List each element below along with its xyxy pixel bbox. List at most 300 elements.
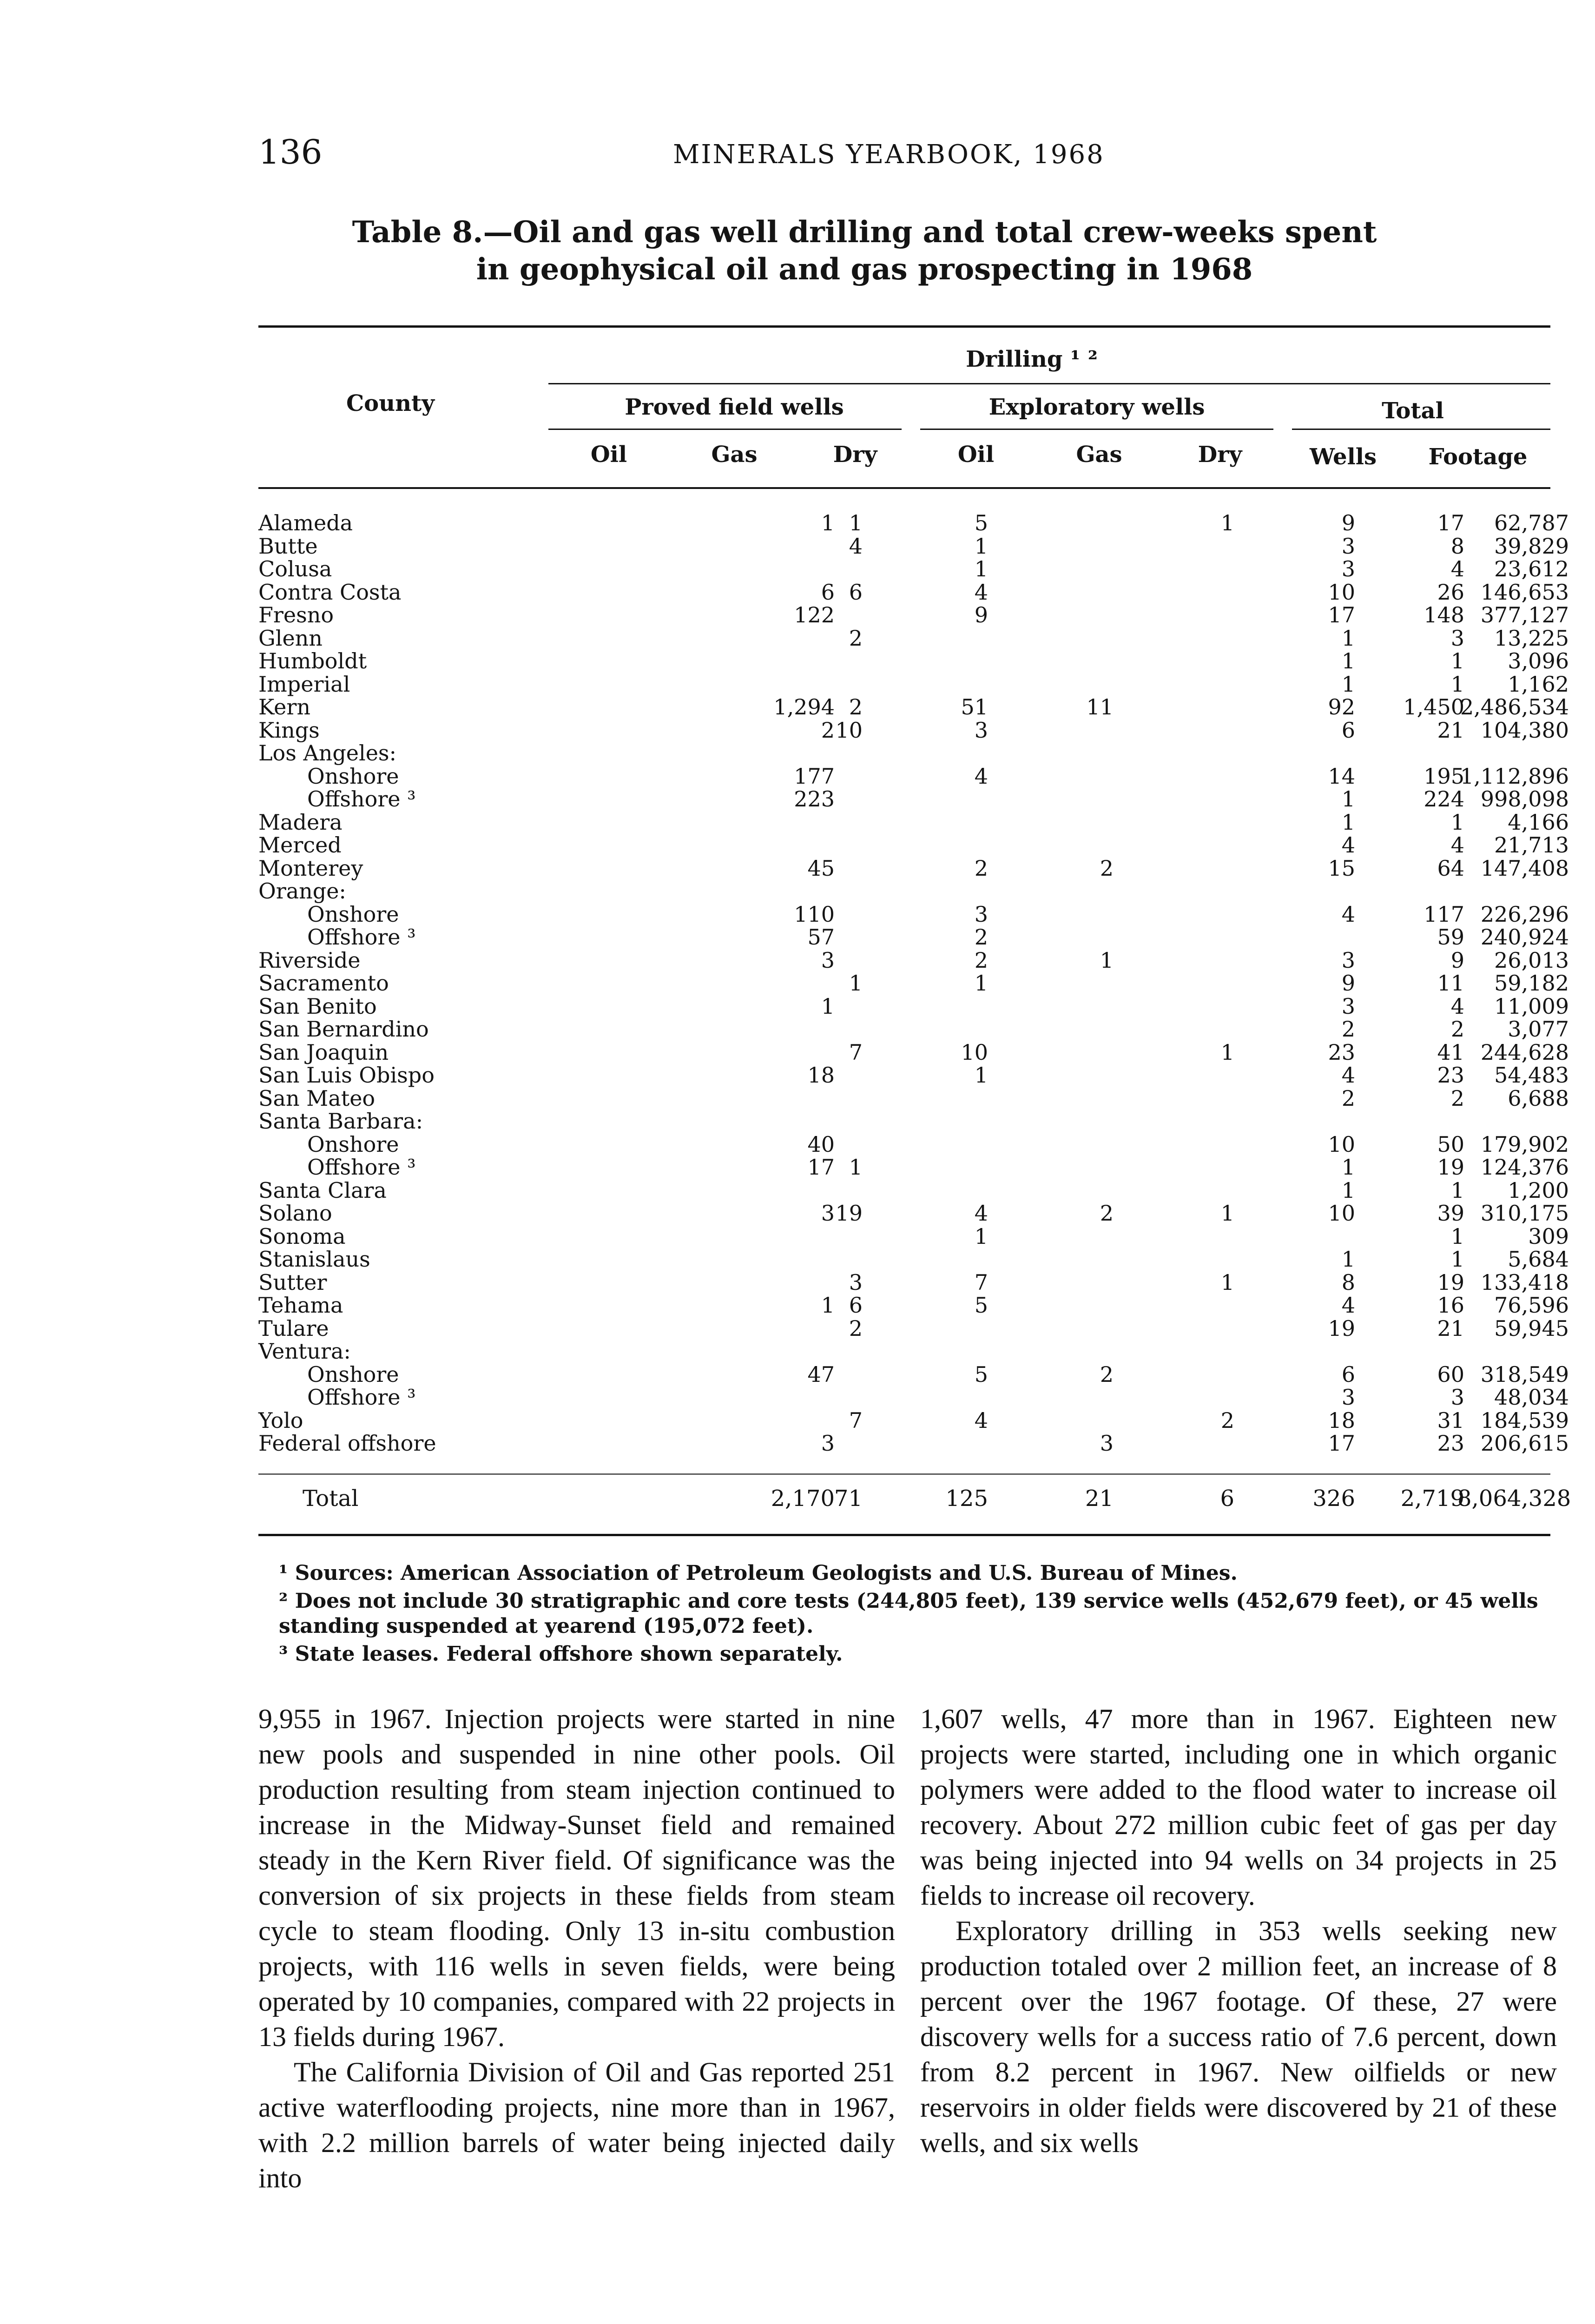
table-row — [258, 1085, 1569, 1111]
table-title-line-1: Table 8.—Oil and gas well drilling and total crew-weeks spent — [352, 215, 1377, 250]
cell-p-gas: 7 — [849, 1407, 863, 1433]
cell-footage: 5,684 — [1508, 1247, 1569, 1272]
cell-wells: 3 — [1450, 1385, 1464, 1410]
cell-e-dry: 3 — [1341, 556, 1355, 581]
total-proved-oil: 2,170 — [771, 1486, 835, 1512]
county-name: Sonoma — [258, 1223, 346, 1249]
cell-wells: 26 — [1437, 579, 1464, 605]
cell-e-dry: 3 — [1341, 947, 1355, 973]
cell-p-oil: 1 — [821, 1293, 835, 1318]
cell-footage: 4,166 — [1508, 809, 1569, 835]
table-row — [258, 809, 1569, 835]
cell-wells: 4 — [1450, 832, 1464, 858]
table-row — [258, 1269, 1569, 1295]
cell-p-oil: 2 — [821, 717, 835, 743]
header-exploratory-gas: Gas — [1076, 442, 1122, 468]
table-row — [258, 1385, 1569, 1410]
cell-footage: 133,418 — [1480, 1269, 1569, 1295]
county-name: Merced — [258, 832, 342, 858]
cell-e-dry: 10 — [1328, 1201, 1355, 1226]
cell-e-dry: 8 — [1341, 1269, 1355, 1295]
left-paragraph-1: 9,955 in 1967. Injection projects were started in nine new pools and suspended in nine other pools. Oil production resulting from steam injection continued to increase in the Midway-Sunset field and remained steady in the Kern River field. Of significance was the conversion of six projects in these fields from steam cycle to steam flooding. Only 13 in-situ combustion projects, with 116 wells in seven fields, were being operated by 10 companies, compared with 22 projects in 13 fields during 1967. — [258, 1703, 895, 2052]
county-name: Tehama — [258, 1293, 343, 1318]
cell-footage: 104,380 — [1480, 717, 1569, 743]
cell-p-gas: 1 — [849, 971, 863, 996]
cell-p-oil: 47 — [807, 1361, 835, 1387]
cell-e-oil: 11 — [1086, 694, 1114, 720]
total-footage: 8,064,328 — [1457, 1486, 1571, 1512]
table-bottom-rule — [258, 1534, 1550, 1536]
table-row — [258, 993, 1569, 1019]
exploratory-subrule — [920, 429, 1273, 430]
total-wells: 2,719 — [1400, 1486, 1464, 1512]
right-paragraph-2: Exploratory drilling in 353 wells seeking new production totaled over 2 million feet, an increase of 8 percent over the 1967 footage. Of these, 27 were discovery wells for a success ratio of 7.6 percent, down from 8.2 percent in 1967. New oilfields or new reservoirs in older fields were discovered by 21 of these wells, and six wells — [920, 1915, 1557, 2158]
cell-wells: 19 — [1437, 1269, 1464, 1295]
cell-p-dry: 4 — [974, 1407, 988, 1433]
header-county: County — [346, 390, 435, 416]
cell-wells: 1 — [1450, 1247, 1464, 1272]
cell-e-gas: 1 — [1220, 1269, 1234, 1295]
cell-e-dry: 17 — [1328, 1431, 1355, 1456]
header-drilling: Drilling ¹ ² — [966, 346, 1098, 372]
table-title-line-2: in geophysical oil and gas prospecting in 1968 — [476, 252, 1253, 287]
county-name: Orange: — [258, 878, 346, 904]
cell-footage: 59,182 — [1494, 971, 1569, 996]
cell-wells: 11 — [1437, 971, 1464, 996]
cell-e-dry: 3 — [1341, 993, 1355, 1019]
county-name: Contra Costa — [258, 579, 402, 605]
cell-footage: 23,612 — [1494, 556, 1569, 581]
cell-wells: 9 — [1450, 947, 1464, 973]
cell-e-gas: 1 — [1220, 1201, 1234, 1226]
table-row — [258, 1339, 1550, 1362]
body-right-column — [920, 1701, 1557, 2160]
cell-p-dry: 1 — [974, 556, 988, 581]
header-total-footage: Footage — [1428, 444, 1528, 470]
cell-p-gas: 3 — [849, 1269, 863, 1295]
table-row — [258, 533, 1569, 559]
cell-p-gas: 2 — [849, 1315, 863, 1341]
table-row — [258, 1201, 1569, 1226]
county-name: San Mateo — [258, 1085, 376, 1111]
footnotes — [279, 1561, 1562, 1670]
table-row — [258, 1293, 1569, 1318]
cell-wells: 1 — [1450, 671, 1464, 697]
table-row — [258, 1361, 1569, 1387]
cell-e-dry: 10 — [1328, 579, 1355, 605]
table-row — [258, 971, 1569, 996]
cell-wells: 117 — [1424, 901, 1464, 927]
table-row — [258, 602, 1569, 627]
county-name: Onshore — [307, 1361, 399, 1387]
table-row — [258, 901, 1569, 927]
proved-subrule — [548, 429, 902, 430]
total-row — [258, 1486, 1571, 1513]
cell-p-dry: 7 — [974, 1269, 988, 1295]
table-row — [258, 694, 1569, 720]
cell-e-dry: 4 — [1341, 901, 1355, 927]
table-row — [258, 1063, 1569, 1088]
cell-wells: 21 — [1437, 1315, 1464, 1341]
county-name: Imperial — [258, 671, 350, 697]
cell-footage: 179,902 — [1480, 1131, 1569, 1157]
table-row — [258, 1247, 1569, 1272]
cell-p-gas: 2 — [849, 694, 863, 720]
cell-footage: 54,483 — [1494, 1063, 1569, 1088]
total-proved-dry: 125 — [945, 1486, 988, 1512]
cell-e-oil: 2 — [1100, 1201, 1114, 1226]
cell-wells: 148 — [1424, 602, 1464, 627]
cell-footage: 62,787 — [1494, 510, 1569, 535]
cell-wells: 1 — [1450, 809, 1464, 835]
cell-e-dry: 14 — [1328, 763, 1355, 789]
county-name: San Bernardino — [258, 1017, 429, 1042]
cell-p-dry: 2 — [974, 924, 988, 950]
header-total: Total — [1382, 398, 1444, 424]
table-row — [258, 1431, 1569, 1456]
header-proved-dry: Dry — [833, 442, 877, 468]
table-row — [258, 1109, 1550, 1132]
table-row — [258, 671, 1569, 697]
total-top-rule — [258, 1473, 1550, 1475]
county-name: Stanislaus — [258, 1247, 370, 1272]
cell-wells: 31 — [1437, 1407, 1464, 1433]
cell-e-dry: 4 — [1341, 1063, 1355, 1088]
cell-e-dry: 92 — [1328, 694, 1355, 720]
cell-p-dry: 4 — [974, 579, 988, 605]
cell-footage: 76,596 — [1494, 1293, 1569, 1318]
county-name: Tulare — [258, 1315, 329, 1341]
county-name: Fresno — [258, 602, 334, 627]
cell-p-dry: 2 — [974, 947, 988, 973]
cell-p-dry: 3 — [974, 717, 988, 743]
county-name: Yolo — [258, 1407, 303, 1433]
cell-footage: 998,098 — [1480, 786, 1569, 812]
cell-e-dry: 15 — [1328, 855, 1355, 881]
cell-e-dry: 2 — [1341, 1085, 1355, 1111]
cell-footage: 1,112,896 — [1460, 763, 1569, 789]
cell-footage: 26,013 — [1494, 947, 1569, 973]
cell-footage: 244,628 — [1480, 1039, 1569, 1065]
county-name: Madera — [258, 809, 343, 835]
cell-wells: 1 — [1450, 1223, 1464, 1249]
table-row — [258, 1407, 1569, 1433]
cell-wells: 3 — [1450, 625, 1464, 651]
cell-footage: 377,127 — [1480, 602, 1569, 627]
county-name: San Joaquin — [258, 1039, 389, 1065]
cell-p-gas: 2 — [849, 625, 863, 651]
cell-wells: 2 — [1450, 1017, 1464, 1042]
cell-e-dry: 23 — [1328, 1039, 1355, 1065]
cell-e-oil: 1 — [1100, 947, 1114, 973]
cell-e-dry: 19 — [1328, 1315, 1355, 1341]
cell-p-oil: 177 — [794, 763, 835, 789]
table-row — [258, 717, 1569, 743]
cell-e-dry: 1 — [1341, 625, 1355, 651]
cell-footage: 146,653 — [1480, 579, 1569, 605]
county-name: Offshore ³ — [307, 1155, 416, 1180]
cell-wells: 59 — [1437, 924, 1464, 950]
cell-footage: 3,077 — [1508, 1017, 1569, 1042]
cell-footage: 226,296 — [1480, 901, 1569, 927]
county-name: Kern — [258, 694, 310, 720]
cell-p-oil: 3 — [821, 1201, 835, 1226]
county-name: Sacramento — [258, 971, 389, 996]
header-exploratory-oil: Oil — [957, 442, 995, 468]
cell-p-dry: 5 — [974, 510, 988, 535]
cell-wells: 1 — [1450, 1177, 1464, 1203]
cell-footage: 124,376 — [1480, 1155, 1569, 1180]
cell-p-oil: 45 — [807, 855, 835, 881]
header-exploratory-wells: Exploratory wells — [989, 394, 1205, 420]
body-left-column — [258, 1701, 895, 2196]
cell-e-dry: 1 — [1341, 1247, 1355, 1272]
table-row — [258, 786, 1569, 812]
cell-e-dry: 1 — [1341, 648, 1355, 673]
cell-footage: 59,945 — [1494, 1315, 1569, 1341]
county-name: Santa Clara — [258, 1177, 387, 1203]
cell-p-gas: 1 — [849, 510, 863, 535]
cell-e-dry: 3 — [1341, 533, 1355, 559]
cell-p-dry: 9 — [974, 602, 988, 627]
table-body — [258, 510, 1569, 1456]
cell-p-oil: 110 — [794, 901, 835, 927]
cell-e-dry: 3 — [1341, 1385, 1355, 1410]
cell-wells: 16 — [1437, 1293, 1464, 1318]
table-row — [258, 1177, 1569, 1203]
cell-p-oil: 17 — [807, 1155, 835, 1180]
cell-e-dry: 1 — [1341, 786, 1355, 812]
cell-wells: 23 — [1437, 1431, 1464, 1456]
county-name: Los Angeles: — [258, 740, 397, 766]
header-proved-gas: Gas — [711, 442, 758, 468]
cell-e-gas: 1 — [1220, 510, 1234, 535]
county-name: Butte — [258, 533, 318, 559]
cell-e-gas: 2 — [1220, 1407, 1234, 1433]
county-name: Glenn — [258, 625, 323, 651]
cell-p-oil: 1,294 — [773, 694, 835, 720]
cell-p-dry: 51 — [961, 694, 988, 720]
table-row — [258, 648, 1569, 673]
county-name: Onshore — [307, 763, 399, 789]
cell-footage: 309 — [1528, 1223, 1569, 1249]
cell-footage: 1,200 — [1508, 1177, 1569, 1203]
table-row — [258, 579, 1569, 605]
cell-p-oil: 57 — [807, 924, 835, 950]
cell-e-dry: 1 — [1341, 1177, 1355, 1203]
cell-e-dry: 4 — [1341, 1293, 1355, 1318]
cell-e-dry: 2 — [1341, 1017, 1355, 1042]
county-name: San Benito — [258, 993, 377, 1019]
cell-wells: 4 — [1450, 556, 1464, 581]
cell-p-dry: 1 — [974, 533, 988, 559]
county-name: Alameda — [258, 510, 353, 535]
cell-p-dry: 10 — [961, 1039, 988, 1065]
cell-wells: 1,450 — [1403, 694, 1464, 720]
county-name: San Luis Obispo — [258, 1063, 435, 1088]
cell-p-dry: 4 — [974, 1201, 988, 1226]
cell-p-dry: 1 — [974, 1063, 988, 1088]
table-row — [258, 1039, 1569, 1065]
county-name: Santa Barbara: — [258, 1109, 423, 1134]
county-name: Monterey — [258, 855, 363, 881]
table-top-rule — [258, 325, 1550, 328]
cell-e-dry: 6 — [1341, 1361, 1355, 1387]
cell-e-dry: 9 — [1341, 510, 1355, 535]
cell-wells: 4 — [1450, 993, 1464, 1019]
right-paragraph-1: 1,607 wells, 47 more than in 1967. Eighteen new projects were started, including one in which organic polymers were added to the flood water to increase oil recovery. About 272 million cubic feet of gas per day was being injected into 94 wells on 34 projects in 25 fields to increase oil recovery. — [920, 1703, 1557, 1911]
cell-p-dry: 1 — [974, 971, 988, 996]
table-row — [258, 878, 1550, 902]
cell-p-gas: 6 — [849, 579, 863, 605]
cell-p-oil: 40 — [807, 1131, 835, 1157]
county-name: Federal offshore — [258, 1431, 436, 1456]
cell-e-dry: 1 — [1341, 809, 1355, 835]
cell-p-dry: 5 — [974, 1293, 988, 1318]
total-exploratory-gas: 6 — [1220, 1486, 1234, 1512]
cell-p-dry: 5 — [974, 1361, 988, 1387]
cell-e-gas: 1 — [1220, 1039, 1234, 1065]
table-row — [258, 924, 1569, 950]
footnote-3: ³ State leases. Federal offshore shown separately. — [279, 1642, 843, 1666]
cell-p-gas: 19 — [835, 1201, 863, 1226]
county-name: Offshore ³ — [307, 1385, 416, 1410]
cell-p-oil: 1 — [821, 993, 835, 1019]
table-row — [258, 1223, 1569, 1249]
table-row — [258, 556, 1569, 581]
cell-wells: 1 — [1450, 648, 1464, 673]
cell-wells: 60 — [1437, 1361, 1464, 1387]
cell-p-dry: 3 — [974, 901, 988, 927]
header-proved-field-wells: Proved field wells — [625, 394, 844, 420]
left-paragraph-2: The California Division of Oil and Gas reported 251 active waterflooding projects, nine more than in 1967, with 2.2 million barrels of water being injected daily into — [258, 2057, 895, 2193]
cell-footage: 240,924 — [1480, 924, 1569, 950]
cell-p-oil: 6 — [821, 579, 835, 605]
county-name: Humboldt — [258, 648, 367, 673]
running-head: MINERALS YEARBOOK, 1968 — [673, 139, 1105, 170]
cell-p-oil: 3 — [821, 947, 835, 973]
county-name: Offshore ³ — [307, 924, 416, 950]
total-label: Total — [303, 1486, 359, 1512]
table-row — [258, 947, 1569, 973]
footnote-1: ¹ Sources: American Association of Petroleum Geologists and U.S. Bureau of Mines. — [279, 1561, 1238, 1585]
cell-footage: 1,162 — [1508, 671, 1569, 697]
cell-p-gas: 7 — [849, 1039, 863, 1065]
cell-p-oil: 223 — [794, 786, 835, 812]
cell-wells: 2 — [1450, 1085, 1464, 1111]
cell-p-gas: 1 — [849, 1155, 863, 1180]
cell-footage: 206,615 — [1480, 1431, 1569, 1456]
county-name: Riverside — [258, 947, 361, 973]
table-row — [258, 510, 1569, 535]
table-row — [258, 763, 1569, 789]
county-name: Sutter — [258, 1269, 327, 1295]
cell-e-dry: 4 — [1341, 832, 1355, 858]
cell-wells: 41 — [1437, 1039, 1464, 1065]
cell-p-dry: 1 — [974, 1223, 988, 1249]
county-name: Kings — [258, 717, 320, 743]
cell-p-gas: 4 — [849, 533, 863, 559]
cell-footage: 147,408 — [1480, 855, 1569, 881]
county-name: Colusa — [258, 556, 332, 581]
total-proved-gas: 71 — [834, 1486, 863, 1512]
cell-e-dry: 10 — [1328, 1131, 1355, 1157]
table-row — [258, 740, 1550, 764]
county-name: Offshore ³ — [307, 786, 416, 812]
page-number: 136 — [258, 132, 323, 172]
header-proved-oil: Oil — [590, 442, 627, 468]
cell-wells: 195 — [1424, 763, 1464, 789]
cell-e-dry: 1 — [1341, 671, 1355, 697]
cell-e-oil: 2 — [1100, 1361, 1114, 1387]
table-row — [258, 855, 1569, 881]
cell-footage: 2,486,534 — [1460, 694, 1569, 720]
table-row — [258, 1155, 1569, 1180]
cell-footage: 318,549 — [1480, 1361, 1569, 1387]
cell-wells: 17 — [1437, 510, 1464, 535]
cell-footage: 3,096 — [1508, 648, 1569, 673]
cell-e-dry: 6 — [1341, 717, 1355, 743]
cell-e-dry: 9 — [1341, 971, 1355, 996]
cell-footage: 21,713 — [1494, 832, 1569, 858]
cell-wells: 21 — [1437, 717, 1464, 743]
cell-p-oil: 1 — [821, 510, 835, 535]
header-bottom-rule — [258, 487, 1550, 489]
cell-footage: 310,175 — [1480, 1201, 1569, 1226]
cell-p-gas: 10 — [835, 717, 863, 743]
cell-e-dry: 17 — [1328, 602, 1355, 627]
cell-p-oil: 3 — [821, 1431, 835, 1456]
cell-wells: 224 — [1424, 786, 1464, 812]
cell-footage: 13,225 — [1494, 625, 1569, 651]
footnote-2: ² Does not include 30 stratigraphic and core tests (244,805 feet), 139 service wells (452,679 feet), or 45 wells standing suspended at yearend (195,072 feet). — [279, 1589, 1538, 1638]
cell-footage: 11,009 — [1494, 993, 1569, 1019]
county-name: Ventura: — [258, 1339, 351, 1364]
cell-wells: 19 — [1437, 1155, 1464, 1180]
cell-wells: 50 — [1437, 1131, 1464, 1157]
table-row — [258, 832, 1569, 858]
drilling-subrule — [548, 383, 1550, 384]
cell-p-dry: 2 — [974, 855, 988, 881]
cell-p-oil: 122 — [794, 602, 835, 627]
cell-e-oil: 2 — [1100, 855, 1114, 881]
total-exploratory-oil: 21 — [1085, 1486, 1114, 1512]
table-row — [258, 625, 1569, 651]
cell-wells: 64 — [1437, 855, 1464, 881]
cell-p-gas: 6 — [849, 1293, 863, 1318]
table-title — [325, 214, 1404, 288]
county-name: Solano — [258, 1201, 332, 1226]
table-row — [258, 1131, 1569, 1157]
cell-p-dry: 4 — [974, 763, 988, 789]
table-row — [258, 1017, 1569, 1042]
county-name: Onshore — [307, 1131, 399, 1157]
cell-p-oil: 18 — [807, 1063, 835, 1088]
cell-e-dry: 18 — [1328, 1407, 1355, 1433]
total-subrule — [1292, 429, 1550, 430]
cell-footage: 39,829 — [1494, 533, 1569, 559]
cell-wells: 8 — [1450, 533, 1464, 559]
total-exploratory-dry: 326 — [1312, 1486, 1355, 1512]
county-name: Onshore — [307, 901, 399, 927]
cell-footage: 6,688 — [1508, 1085, 1569, 1111]
header-exploratory-dry: Dry — [1198, 442, 1242, 468]
cell-footage: 184,539 — [1480, 1407, 1569, 1433]
cell-e-dry: 1 — [1341, 1155, 1355, 1180]
cell-wells: 23 — [1437, 1063, 1464, 1088]
cell-wells: 39 — [1437, 1201, 1464, 1226]
cell-footage: 48,034 — [1494, 1385, 1569, 1410]
